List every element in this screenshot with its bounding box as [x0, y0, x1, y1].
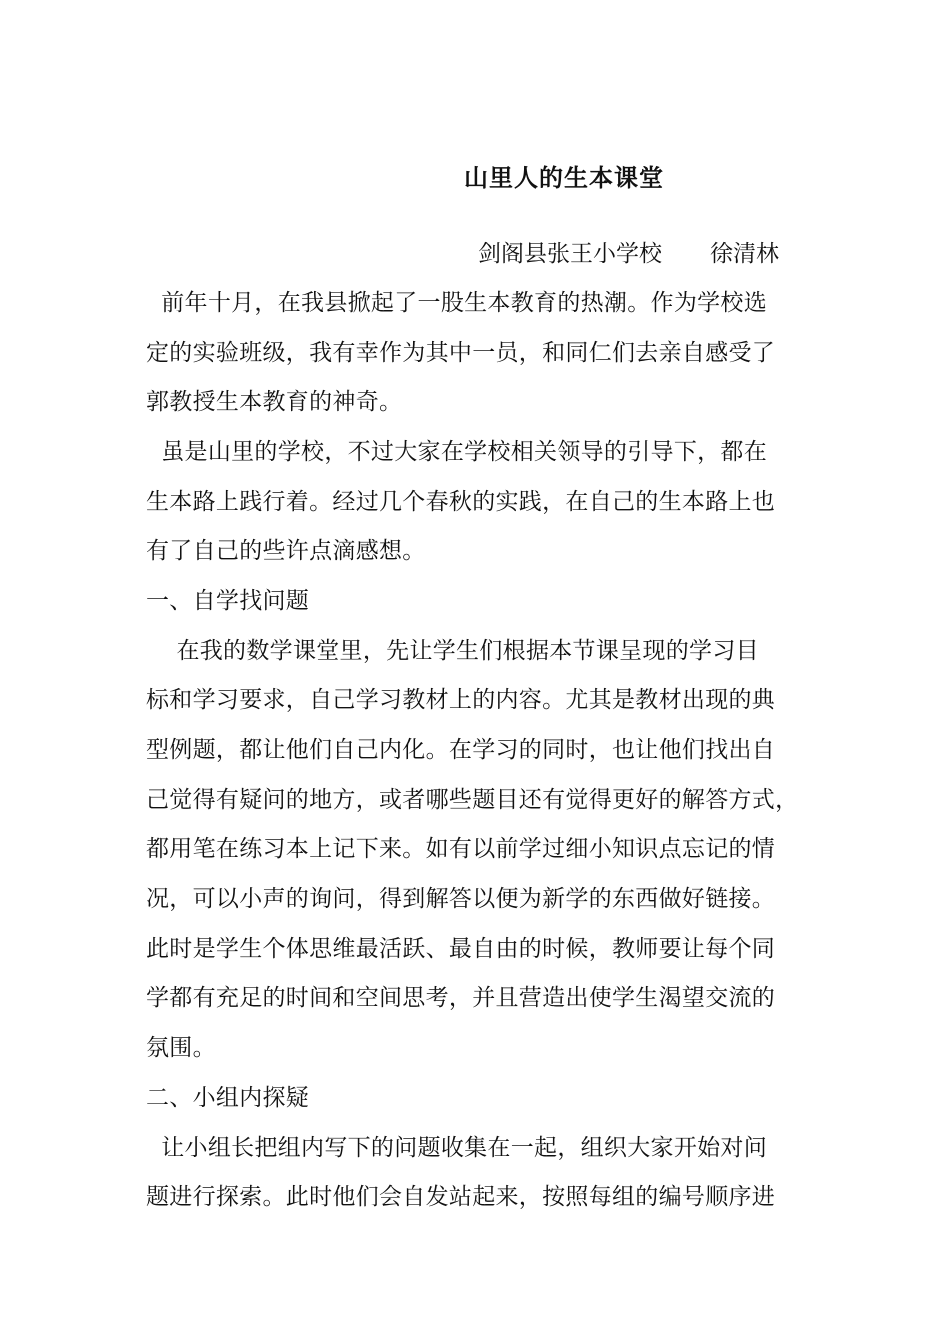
section-heading: 一、自学找问题: [146, 588, 310, 614]
body-line: 况，可以小声的询问，得到解答以便为新学的东西做好链接。: [146, 886, 776, 912]
body-line: 虽是山里的学校，不过大家在学校相关领导的引导下，都在: [146, 439, 768, 465]
body-line: 在我的数学课堂里，先让学生们根据本节课呈现的学习目: [146, 638, 759, 664]
byline: [478, 235, 779, 268]
body-line: 标和学习要求，自己学习教材上的内容。尤其是教材出现的典: [146, 687, 776, 713]
body-line: 此时是学生个体思维最活跃、最自由的时候，教师要让每个同: [146, 936, 776, 962]
school-name: 剑阁县张王小学校: [478, 241, 662, 267]
section-heading: 二、小组内探疑: [146, 1085, 310, 1111]
body-line: 有了自己的些许点滴感想。: [146, 538, 426, 564]
body-line: 让小组长把组内写下的问题收集在一起，组织大家开始对问: [146, 1135, 768, 1161]
body-line: 前年十月，在我县掀起了一股生本教育的热潮。作为学校选: [146, 290, 768, 316]
document-title: 山里人的生本课堂: [464, 163, 664, 192]
body-line: 郭教授生本教育的神奇。: [146, 389, 403, 415]
body-line: 型例题，都让他们自己内化。在学习的同时，也让他们找出自: [146, 737, 776, 763]
body-line: 学都有充足的时间和空间思考，并且营造出使学生渴望交流的: [146, 985, 776, 1011]
body-line: 题进行探索。此时他们会自发站起来，按照每组的编号顺序进: [146, 1184, 776, 1210]
body-line: 生本路上践行着。经过几个春秋的实践，在自己的生本路上也: [146, 489, 776, 515]
body-line: 己觉得有疑问的地方，或者哪些题目还有觉得更好的解答方式，: [146, 787, 799, 813]
body-line: 定的实验班级，我有幸作为其中一员，和同仁们去亲自感受了: [146, 340, 776, 366]
body-line: 都用笔在练习本上记下来。如有以前学过细小知识点忘记的情: [146, 836, 776, 862]
author-name: 徐清林: [710, 241, 779, 267]
body-line: 氛围。: [146, 1035, 216, 1061]
